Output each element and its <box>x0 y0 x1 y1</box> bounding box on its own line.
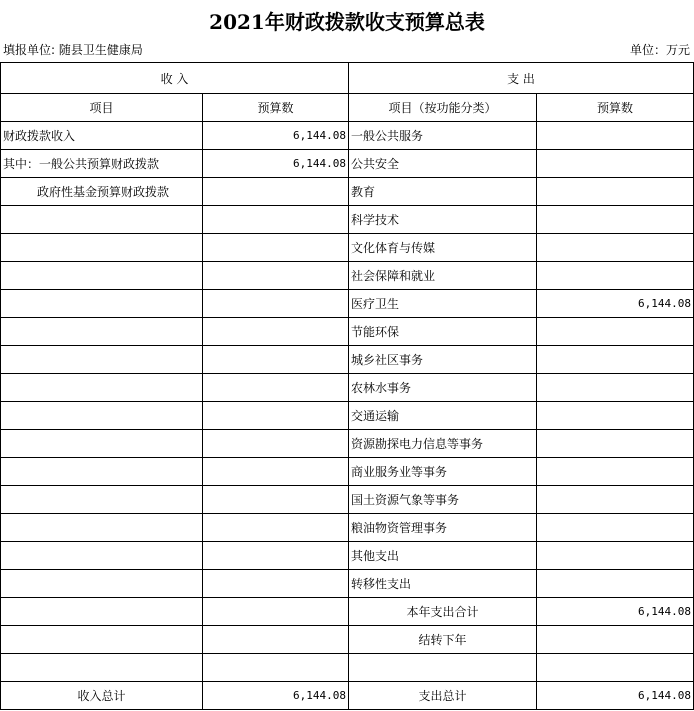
expense-total-amount: 6,144.08 <box>537 682 694 710</box>
table-row <box>1 150 694 178</box>
income-amount-header: 预算数 <box>203 94 349 122</box>
expense-item-cell: 国土资源气象等事务 <box>349 486 537 514</box>
income-item-cell <box>1 206 203 234</box>
table-row <box>1 486 694 514</box>
income-item-cell <box>1 262 203 290</box>
income-item-cell: 财政拨款收入 <box>1 122 203 150</box>
expense-item-cell: 商业服务业等事务 <box>349 458 537 486</box>
expense-section-header: 支 出 <box>349 63 694 94</box>
expense-item-cell: 教育 <box>349 178 537 206</box>
currency-unit: 单位：万元 <box>629 43 690 57</box>
income-amount-cell <box>203 570 349 598</box>
table-row <box>1 374 694 402</box>
expense-item-cell: 结转下年 <box>349 626 537 654</box>
table-row <box>1 542 694 570</box>
expense-total-label: 支出总计 <box>349 682 537 710</box>
income-amount-cell <box>203 626 349 654</box>
expense-item-header: 项目（按功能分类） <box>349 94 537 122</box>
expense-amount-cell <box>537 234 694 262</box>
income-item-cell <box>1 598 203 626</box>
expense-amount-cell <box>537 402 694 430</box>
expense-item-cell: 公共安全 <box>349 150 537 178</box>
table-row <box>1 570 694 598</box>
table-row <box>1 458 694 486</box>
expense-item-cell: 社会保障和就业 <box>349 262 537 290</box>
budget-table <box>0 62 694 710</box>
table-row <box>1 402 694 430</box>
expense-item-cell: 文化体育与传媒 <box>349 234 537 262</box>
expense-amount-header: 预算数 <box>537 94 694 122</box>
expense-amount-cell <box>537 178 694 206</box>
table-row <box>1 122 694 150</box>
income-item-cell: 政府性基金预算财政拨款 <box>1 178 203 206</box>
table-row <box>1 514 694 542</box>
income-amount-cell <box>203 654 349 682</box>
table-row <box>1 654 694 682</box>
expense-amount-cell <box>537 626 694 654</box>
income-amount-cell <box>203 178 349 206</box>
expense-amount-cell <box>537 374 694 402</box>
income-total-amount: 6,144.08 <box>203 682 349 710</box>
expense-amount-cell <box>537 486 694 514</box>
income-amount-cell <box>203 402 349 430</box>
expense-amount-cell <box>537 318 694 346</box>
expense-amount-cell <box>537 430 694 458</box>
table-row <box>1 206 694 234</box>
section-header-row <box>1 63 694 94</box>
expense-amount-cell <box>537 654 694 682</box>
expense-amount-cell <box>537 458 694 486</box>
expense-item-cell: 交通运输 <box>349 402 537 430</box>
expense-item-cell <box>349 654 537 682</box>
table-row <box>1 178 694 206</box>
income-item-cell <box>1 402 203 430</box>
income-amount-cell <box>203 374 349 402</box>
income-item-cell <box>1 514 203 542</box>
income-item-cell <box>1 290 203 318</box>
reporting-unit: 填报单位: 随县卫生健康局 <box>3 43 143 57</box>
expense-amount-cell <box>537 542 694 570</box>
expense-amount-cell: 6,144.08 <box>537 290 694 318</box>
expense-item-cell: 其他支出 <box>349 542 537 570</box>
table-row <box>1 290 694 318</box>
table-row <box>1 430 694 458</box>
income-amount-cell <box>203 318 349 346</box>
income-item-cell <box>1 318 203 346</box>
expense-amount-cell <box>537 514 694 542</box>
income-item-cell <box>1 430 203 458</box>
table-row <box>1 318 694 346</box>
income-amount-cell: 6,144.08 <box>203 122 349 150</box>
expense-item-cell: 节能环保 <box>349 318 537 346</box>
income-amount-cell <box>203 458 349 486</box>
table-row <box>1 626 694 654</box>
income-amount-cell <box>203 206 349 234</box>
table-row <box>1 346 694 374</box>
expense-amount-cell <box>537 206 694 234</box>
page-title: 2021年财政拨款收支预算总表 <box>209 10 485 34</box>
income-amount-cell <box>203 262 349 290</box>
expense-amount-cell <box>537 570 694 598</box>
income-item-header: 项目 <box>1 94 203 122</box>
income-amount-cell <box>203 542 349 570</box>
expense-item-cell: 本年支出合计 <box>349 598 537 626</box>
income-amount-cell <box>203 514 349 542</box>
expense-item-cell: 转移性支出 <box>349 570 537 598</box>
expense-item-cell: 一般公共服务 <box>349 122 537 150</box>
income-amount-cell <box>203 598 349 626</box>
income-item-cell <box>1 346 203 374</box>
expense-item-cell: 城乡社区事务 <box>349 346 537 374</box>
totals-row <box>1 682 694 710</box>
expense-item-cell: 粮油物资管理事务 <box>349 514 537 542</box>
income-amount-cell <box>203 486 349 514</box>
income-item-cell <box>1 654 203 682</box>
table-row <box>1 234 694 262</box>
income-item-cell <box>1 570 203 598</box>
income-item-cell <box>1 486 203 514</box>
income-item-cell <box>1 458 203 486</box>
expense-amount-cell <box>537 346 694 374</box>
income-section-header: 收 入 <box>1 63 349 94</box>
income-amount-cell <box>203 234 349 262</box>
income-amount-cell <box>203 430 349 458</box>
expense-amount-cell <box>537 262 694 290</box>
income-item-cell <box>1 374 203 402</box>
income-item-cell <box>1 542 203 570</box>
income-item-cell <box>1 626 203 654</box>
table-row <box>1 262 694 290</box>
expense-amount-cell: 6,144.08 <box>537 598 694 626</box>
column-header-row <box>1 94 694 122</box>
expense-item-cell: 资源勘探电力信息等事务 <box>349 430 537 458</box>
expense-item-cell: 医疗卫生 <box>349 290 537 318</box>
expense-amount-cell <box>537 150 694 178</box>
expense-item-cell: 农林水事务 <box>349 374 537 402</box>
income-item-cell <box>1 234 203 262</box>
income-total-label: 收入总计 <box>1 682 203 710</box>
expense-item-cell: 科学技术 <box>349 206 537 234</box>
expense-amount-cell <box>537 122 694 150</box>
table-row <box>1 598 694 626</box>
income-amount-cell <box>203 346 349 374</box>
income-item-cell: 其中：一般公共预算财政拨款 <box>1 150 203 178</box>
income-amount-cell <box>203 290 349 318</box>
income-amount-cell: 6,144.08 <box>203 150 349 178</box>
